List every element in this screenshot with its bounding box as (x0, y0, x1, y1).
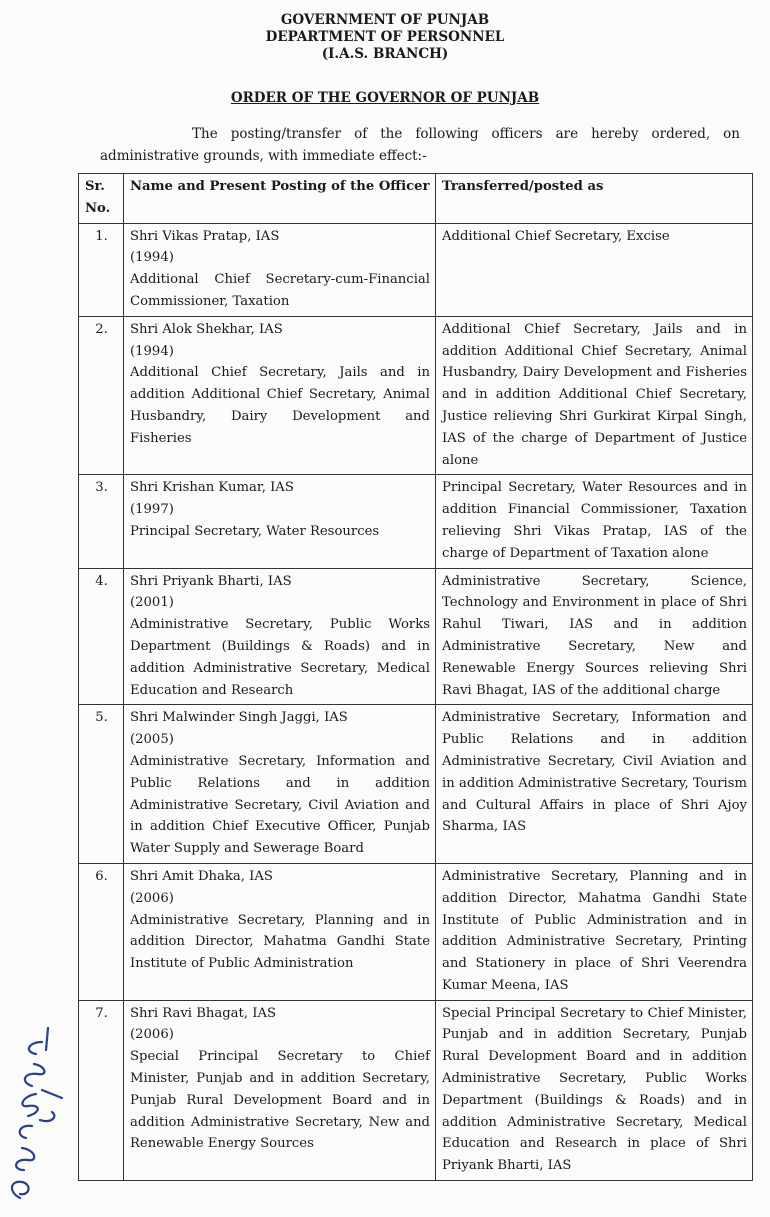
officer-batch: (2005) (130, 732, 174, 748)
table-row (79, 863, 753, 1000)
officer-batch: (1997) (130, 502, 174, 518)
postings-table (78, 173, 753, 1181)
officer-cell (124, 1000, 436, 1180)
header-sr-no: Sr. No. (79, 174, 124, 224)
table-row (79, 223, 753, 316)
officer-batch: (2001) (130, 595, 174, 611)
officer-cell (124, 568, 436, 705)
header-name-present-posting: Name and Present Posting of the Officer (124, 174, 436, 224)
transferred-posted-as: Administrative Secretary, Planning and in addition Director, Mahatma Gandhi State Institute of Public Administration and in addition Administrative Secretary, Printing and Stationery in place of Shri Veerendra Kumar Meena, IAS (436, 863, 753, 1000)
table-row (79, 705, 753, 864)
header-transferred-posted-as: Transferred/posted as (436, 174, 753, 224)
table-row (79, 475, 753, 568)
officer-cell (124, 705, 436, 864)
table-header-row (79, 174, 753, 224)
present-posting: Administrative Secretary, Planning and in addition Director, Mahatma Gandhi State Institute of Public Administration (130, 912, 430, 972)
transferred-posted-as: Principal Secretary, Water Resources and in addition Financial Commissioner, Taxation relieving Shri Vikas Pratap, IAS of the charge of Department of Taxation alone (436, 475, 753, 568)
present-posting: Principal Secretary, Water Resources (130, 523, 380, 539)
present-posting: Administrative Secretary, Information and Public Relations and in addition Administrative Secretary, Civil Aviation and in addition Chief Executive Officer, Punjab Water Supply and Sewerage Board (130, 753, 430, 857)
officer-cell (124, 863, 436, 1000)
transferred-posted-as: Additional Chief Secretary, Excise (436, 223, 753, 316)
officer-batch: (1994) (130, 343, 174, 359)
officer-batch: (2006) (130, 890, 174, 906)
officer-batch: (2006) (130, 1027, 174, 1043)
officer-cell (124, 475, 436, 568)
transferred-posted-as: Additional Chief Secretary, Jails and in addition Additional Chief Secretary, Animal Husbandry, Dairy Development and Fisheries and in addition Additional Chief Secretary, Justice relieving Shri Gurkirat Kirpal Singh, IAS of the charge of Department of Justice alone (436, 316, 753, 475)
present-posting: Additional Chief Secretary-cum-Financial Commissioner, Taxation (130, 272, 430, 309)
row-sr-no: 4. (79, 568, 124, 705)
branch-heading: (I.A.S. BRANCH) (321, 46, 449, 62)
officer-name: Shri Amit Dhaka, IAS (130, 868, 273, 884)
row-sr-no: 1. (79, 223, 124, 316)
row-sr-no: 7. (79, 1000, 124, 1180)
row-sr-no: 2. (79, 316, 124, 475)
document-header (0, 12, 770, 63)
order-title: ORDER OF THE GOVERNOR OF PUNJAB (230, 90, 540, 106)
present-posting: Additional Chief Secretary, Jails and in addition Additional Chief Secretary, Animal Husbandry, Dairy Development and Fisheries (130, 365, 430, 446)
officer-name: Shri Krishan Kumar, IAS (130, 480, 294, 496)
officer-name: Shri Priyank Bharti, IAS (130, 573, 292, 589)
department-heading: DEPARTMENT OF PERSONNEL (265, 29, 505, 45)
table-row (79, 1000, 753, 1180)
present-posting: Special Principal Secretary to Chief Minister, Punjab and in addition Secretary, Punjab Rural Development Board and in addition Administrative Secretary, New and Renewable Energy Sources (130, 1049, 430, 1152)
row-sr-no: 3. (79, 475, 124, 568)
officer-cell (124, 316, 436, 475)
row-sr-no: 6. (79, 863, 124, 1000)
table-row (79, 568, 753, 705)
officer-name: Shri Malwinder Singh Jaggi, IAS (130, 710, 348, 726)
officer-name: Shri Vikas Pratap, IAS (130, 228, 280, 244)
present-posting: Administrative Secretary, Public Works Department (Buildings & Roads) and in addition Administrative Secretary, Medical Education and Research (130, 617, 430, 698)
table-row (79, 316, 753, 475)
transferred-posted-as: Administrative Secretary, Science, Technology and Environment in place of Shri Rahul Tiwari, IAS and in addition Administrative Secretary, New and Renewable Energy Sources relieving Shri Ravi Bhagat, IAS of the additional charge (436, 568, 753, 705)
officer-name: Shri Ravi Bhagat, IAS (130, 1005, 276, 1021)
officer-batch: (1994) (130, 250, 174, 266)
transferred-posted-as: Administrative Secretary, Information and Public Relations and in addition Administrative Secretary, Civil Aviation and in addition Administrative Secretary, Tourism and Cultural Affairs in place of Shri Ajoy Sharma, IAS (436, 705, 753, 864)
government-heading: GOVERNMENT OF PUNJAB (280, 12, 490, 28)
officer-cell (124, 223, 436, 316)
handwritten-signature (2, 1020, 72, 1205)
officer-name: Shri Alok Shekhar, IAS (130, 321, 283, 337)
intro-paragraph: The posting/transfer of the following officers are hereby ordered, on administrative grounds, with immediate effect:- (100, 126, 740, 164)
transferred-posted-as: Special Principal Secretary to Chief Minister, Punjab and in addition Secretary, Punjab Rural Development Board and in addition Administrative Secretary, Public Works Department (Buildings & Roads) and in addition Administrative Secretary, Medical Education and Research in place of Shri Priyank Bharti, IAS (436, 1000, 753, 1180)
row-sr-no: 5. (79, 705, 124, 864)
